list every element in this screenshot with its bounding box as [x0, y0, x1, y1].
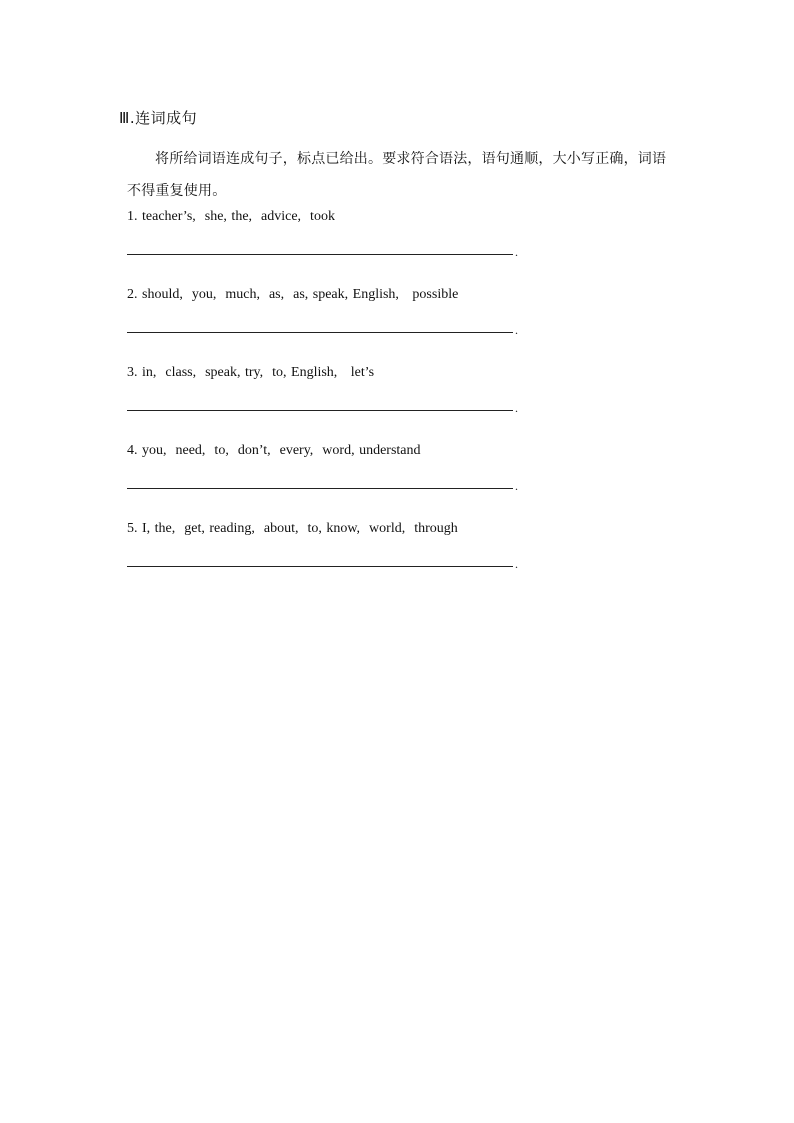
question-4 [127, 443, 647, 513]
question-3 [127, 365, 647, 435]
instructions-text: 将所给词语连成句子，标点已给出。要求符合语法，语句通顺，大小写正确，词语不得重复使用。 [127, 151, 667, 199]
question-4-end-mark: . [515, 479, 518, 493]
question-5-words: 5. I, the, get, reading, about, to, know, world, through [127, 521, 458, 536]
question-5-answer-line[interactable] [127, 566, 513, 567]
question-5-end-mark: . [515, 557, 518, 571]
question-4-answer-line[interactable] [127, 488, 513, 489]
question-2-words: 2. should, you, much, as, as, speak, English, possible [127, 287, 459, 302]
question-2-answer-line[interactable] [127, 332, 513, 333]
question-1-answer-line[interactable] [127, 254, 513, 255]
question-3-end-mark: . [515, 401, 518, 415]
question-2-end-mark: . [515, 323, 518, 337]
question-3-words: 3. in, class, speak, try, to, English, let’s [127, 365, 375, 380]
question-1 [127, 209, 647, 279]
question-1-words: 1. teacher’s, she, the, advice, took [127, 209, 335, 224]
question-2 [127, 287, 647, 357]
question-5 [127, 521, 647, 591]
question-4-words: 4. you, need, to, don’t, every, word, understand [127, 443, 421, 458]
section-title: Ⅲ.连词成句 [119, 109, 198, 127]
question-3-answer-line[interactable] [127, 410, 513, 411]
question-1-end-mark: . [515, 245, 518, 259]
